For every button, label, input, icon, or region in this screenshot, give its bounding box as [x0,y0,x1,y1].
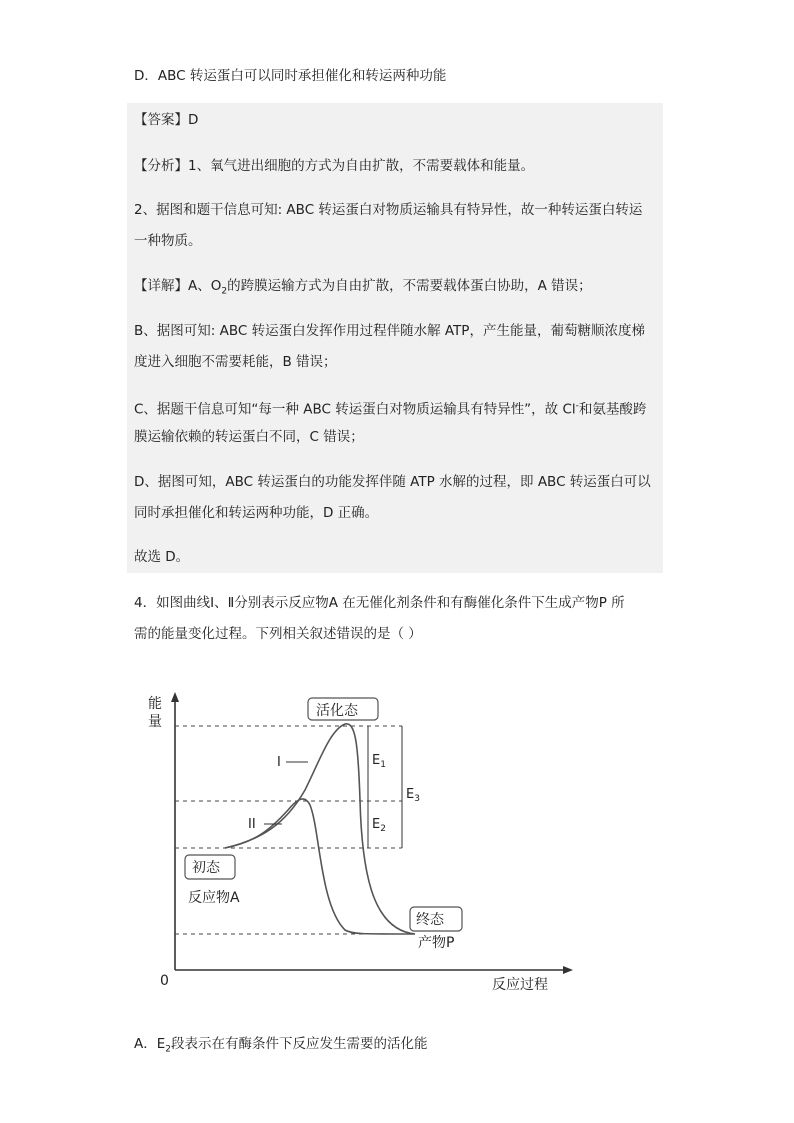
question-4-line-1: 4．如图曲线Ⅰ、Ⅱ分别表示反应物A 在无催化剂条件和有酶催化条件下生成产物P 所 [134,595,625,611]
y-label-top: 能 [148,696,162,712]
detail-line-b2: 度进入细胞不需要耗能，B 错误； [134,354,337,370]
question-4-line-2: 需的能量变化过程。下列相关叙述错误的是（ ） [134,626,422,642]
e3-label: $E_3$ [406,787,420,804]
analysis-line-2: 2、据图和题干信息可知: ABC 转运蛋白对物质运输具有特异性，故一种转运蛋白转运 [134,202,643,218]
analysis-line-1: 【分析】1、氧气进出细胞的方式为自由扩散，不需要载体和能量。 [134,158,535,174]
y-axis-arrow [171,692,179,702]
final-state-label: 终态 [416,912,444,928]
option-d: D．ABC 转运蛋白可以同时承担催化和转运两种功能 [134,68,447,84]
conclusion-line: 故选 D。 [134,549,190,565]
energy-diagram [140,680,590,1000]
y-label-bottom: 量 [148,714,162,730]
origin-label: 0 [160,973,169,989]
curve-2-label: II [248,817,256,832]
detail-line-a [134,276,592,302]
answer-line: 【答案】D [134,112,199,128]
detail-line-c2: 膜运输依赖的转运蛋白不同，C 错误； [134,429,364,445]
option-a-sub: 2 [165,1044,171,1055]
e1-label: $E_1$ [372,753,386,770]
detail-line-d1: D、据图可知，ABC 转运蛋白的功能发挥伴随 ATP 水解的过程，即 ABC 转运蛋白可以 [134,474,651,490]
option-a [134,1034,428,1060]
x-axis-arrow [563,966,573,974]
activated-state-label: 活化态 [316,703,358,719]
e2-label: $E_2$ [372,817,386,834]
detail-c-sup: - [575,401,579,411]
curve-1-label: I [277,755,281,770]
detail-a-suffix: 的跨膜运输方式为自由扩散，不需要载体蛋白协助，A 错误； [227,278,592,294]
detail-c-text: C、据题干信息可知“每一种 ABC 转运蛋白对物质运输具有特异性”，故 Cl [134,401,576,418]
option-a-prefix: A．E [134,1036,166,1052]
analysis-line-3: 一种物质。 [134,233,202,249]
reactant-label: 反应物A [188,890,240,906]
detail-c-suffix: 和氨基酸跨 [578,401,647,418]
detail-line-c1 [134,396,646,420]
detail-line-d2: 同时承担催化和转运两种功能，D 正确。 [134,505,379,521]
product-label: 产物P [418,935,455,951]
detail-a-prefix: 【详解】A、O [134,278,222,294]
x-axis-label: 反应过程 [492,977,548,993]
initial-state-label: 初态 [192,860,220,876]
detail-a-sub: 2 [221,286,228,297]
detail-line-b1: B、据图可知: ABC 转运蛋白发挥作用过程伴随水解 ATP，产生能量，葡萄糖顺浓度梯 [134,323,645,339]
option-a-suffix: 段表示在有酶条件下反应发生需要的活化能 [171,1036,428,1052]
